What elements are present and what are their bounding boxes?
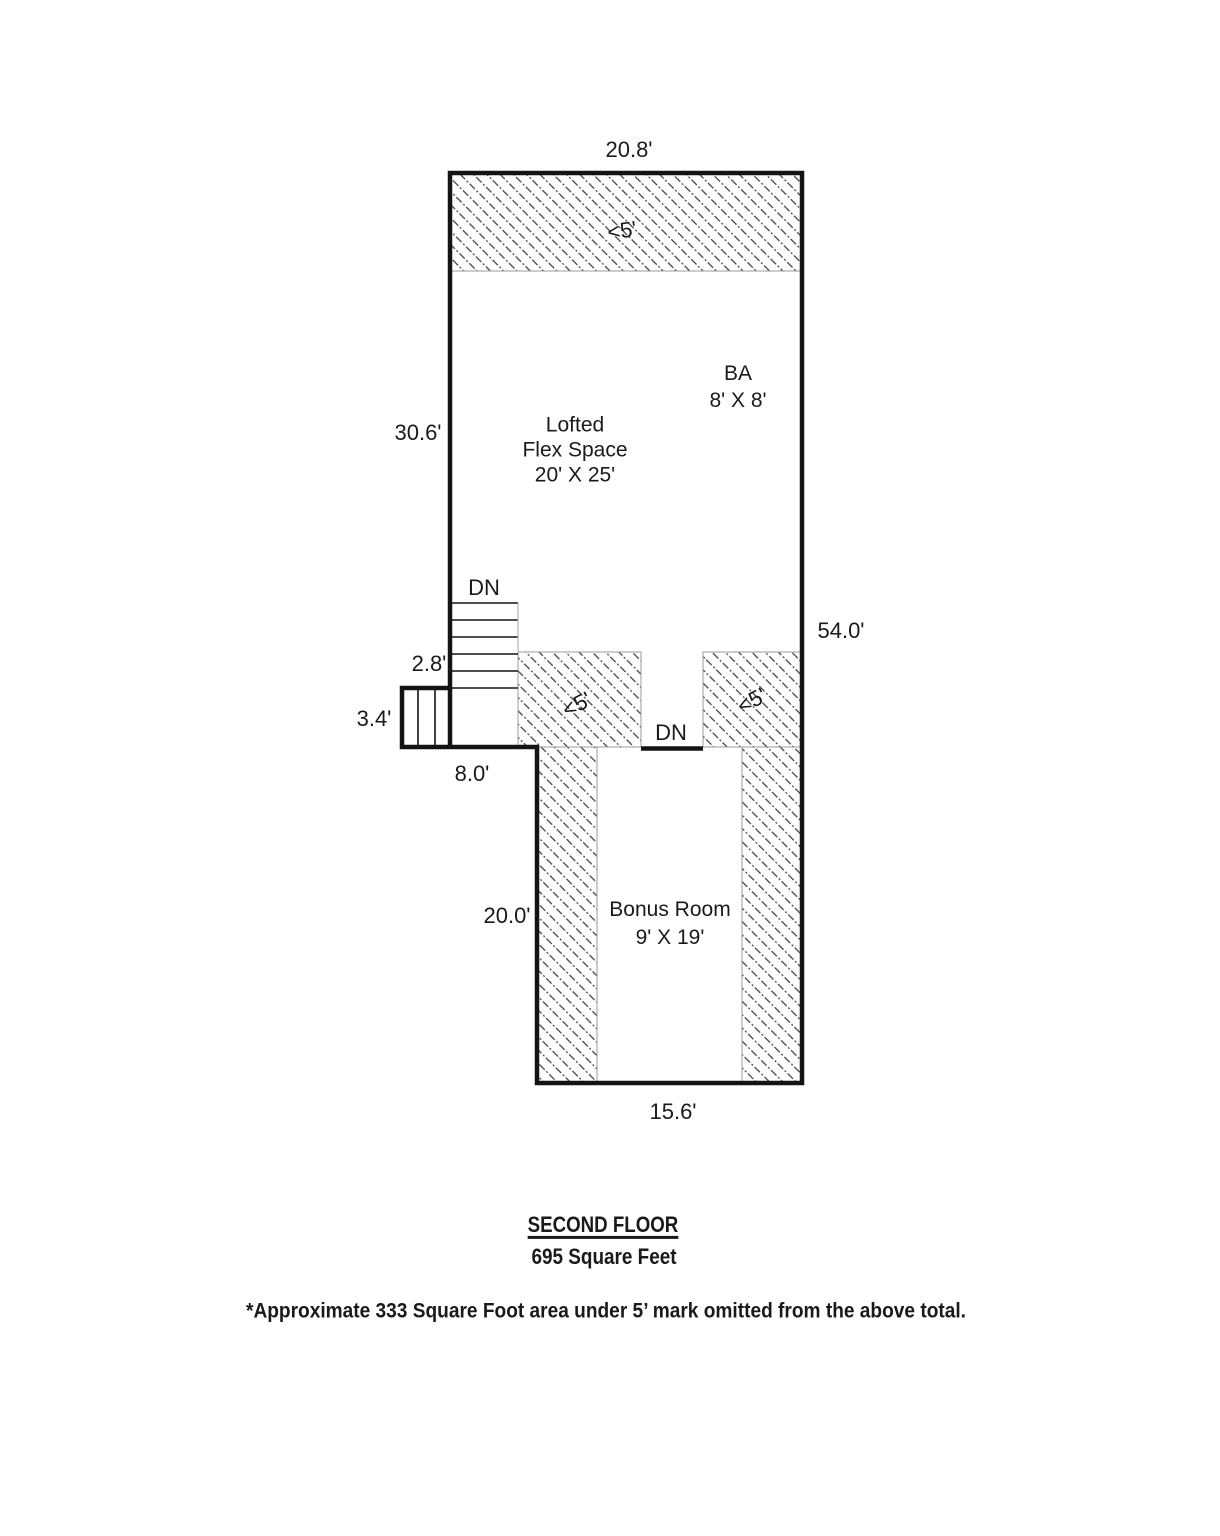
dimension-bottom-width: 15.6' — [649, 1098, 697, 1124]
room-bonus-name: Bonus Room — [609, 898, 731, 921]
stairs-treads-upper — [450, 603, 518, 688]
dimension-stair-depth: 3.4' — [356, 705, 392, 731]
area-footnote: *Approximate 333 Square Foot area under 5’ mark omitted from the above total. — [246, 1299, 966, 1323]
dimension-landing-width: 8.0' — [454, 760, 490, 786]
room-label-bath — [709, 360, 766, 414]
room-bonus-size: 9' X 19' — [635, 926, 705, 949]
clearance-label-right: <5' — [732, 682, 771, 719]
dimension-top-width: 20.8' — [605, 136, 653, 162]
dimension-bonus-height: 20.0' — [483, 902, 531, 928]
clearance-label-top: <5' — [605, 215, 639, 245]
stairs-down-label-lower: DN — [655, 719, 687, 745]
clearance-label-left: <5' — [557, 686, 596, 723]
dimension-upper-left-height: 30.6' — [394, 419, 442, 445]
room-label-loft — [522, 413, 627, 488]
floor-title: SECOND FLOOR — [527, 1211, 679, 1237]
hatch-area-bonus-right — [742, 747, 802, 1083]
floor-area: 695 Square Feet — [531, 1243, 677, 1269]
dimension-stair-width: 2.8' — [411, 650, 447, 676]
stairs-down-label-upper: DN — [468, 574, 500, 600]
room-label-bonus — [609, 896, 730, 952]
room-loft-name-line2: Flex Space — [522, 438, 628, 462]
room-loft-name-line1: Lofted — [545, 413, 605, 437]
room-bath-name: BA — [723, 362, 752, 385]
room-bath-size: 8' X 8' — [709, 389, 767, 412]
hatch-area-bonus-left — [537, 747, 597, 1083]
room-loft-size: 20' X 25' — [534, 463, 616, 487]
dimension-right-height: 54.0' — [817, 617, 865, 643]
stairs-treads-lower — [418, 689, 435, 746]
